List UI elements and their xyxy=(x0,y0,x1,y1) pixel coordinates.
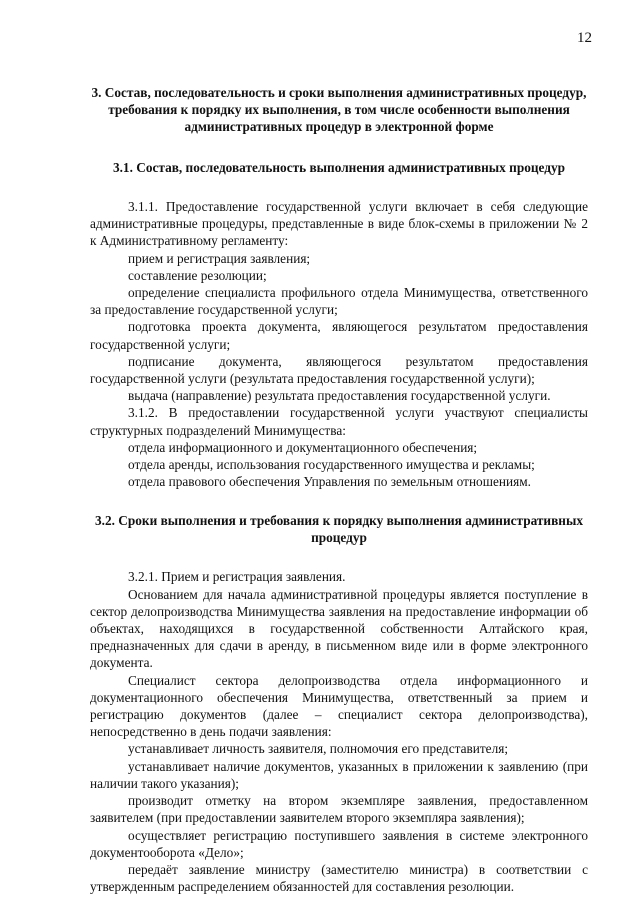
department-item: отдела правового обеспечения Управления по земельным отношениям. xyxy=(128,474,531,490)
procedure-item: определение специалиста профильного отдела Минимущества, ответственного за предоставление государственной услуги; xyxy=(90,285,588,318)
action-item: устанавливает личность заявителя, полномочия его представителя; xyxy=(128,741,509,757)
section-3-2-title: 3.2. Сроки выполнения и требования к порядку выполнения административных процедур xyxy=(95,513,583,546)
action-item: осуществляет регистрацию поступившего заявления в системе электронного документооборота «Дело»; xyxy=(90,827,588,860)
department-item: отдела информационного и документационного обеспечения; xyxy=(128,439,478,455)
procedure-item: подписание документа, являющегося результатом предоставления государственной услуги (результата предоставления государственной услуги); xyxy=(90,353,588,387)
procedure-item: выдача (направление) результата предоставления государственной услуги. xyxy=(128,388,551,404)
paragraph-3-2-1: 3.2.1. Прием и регистрация заявления. xyxy=(128,569,346,585)
page-number: 12 xyxy=(577,30,592,46)
document-body xyxy=(90,84,588,895)
procedure-item: подготовка проекта документа, являющегося результатом предоставления государственной услуги; xyxy=(90,319,588,352)
paragraph-3-1-2: 3.1.2. В предоставлении государственной услуги участвуют специалисты структурных подразделений Минимущества: xyxy=(90,405,588,438)
paragraph: Специалист сектора делопроизводства отдела информационного и документационного обеспечения Минимущества, ответственный за прием и регистрацию документов (далее – специалист сектора делопроизводства), непосредственно в день подачи заявления: xyxy=(90,672,588,740)
procedure-item: прием и регистрация заявления; xyxy=(128,250,311,266)
section-3-title: 3. Состав, последовательность и сроки выполнения административных процедур, требования к порядку их выполнения, в том числе особенности выполнения административных процедур в электронной форме xyxy=(91,85,587,134)
section-3-1-title: 3.1. Состав, последовательность выполнения административных процедур xyxy=(112,160,566,175)
procedure-item: составление резолюции; xyxy=(128,267,267,283)
action-item: передаёт заявление министру (заместителю министра) в соответствии с утвержденным распределением обязанностей для составления резолюции. xyxy=(90,861,588,895)
department-item: отдела аренды, использования государственного имущества и рекламы; xyxy=(128,457,535,473)
paragraph-3-1-1: 3.1.1. Предоставление государственной услуги включает в себя следующие административные процедуры, представленные в виде блок-схемы в приложении № 2 к Административному регламенту: xyxy=(90,199,588,249)
action-item: устанавливает наличие документов, указанных в приложении к заявлению (при наличии такого указания); xyxy=(90,758,588,791)
paragraph: Основанием для начала административной процедуры является поступление в сектор делопроизводства Минимущества заявления на предоставление информации об объектах, находящихся в государственной собственности Алтайского края, предназначенных для сдачи в аренду, в письменном виде или в форме электронного документа. xyxy=(90,586,588,671)
action-item: производит отметку на втором экземпляре заявления, предоставленном заявителем (при предоставлении заявителем второго экземпляра заявления); xyxy=(90,793,588,826)
